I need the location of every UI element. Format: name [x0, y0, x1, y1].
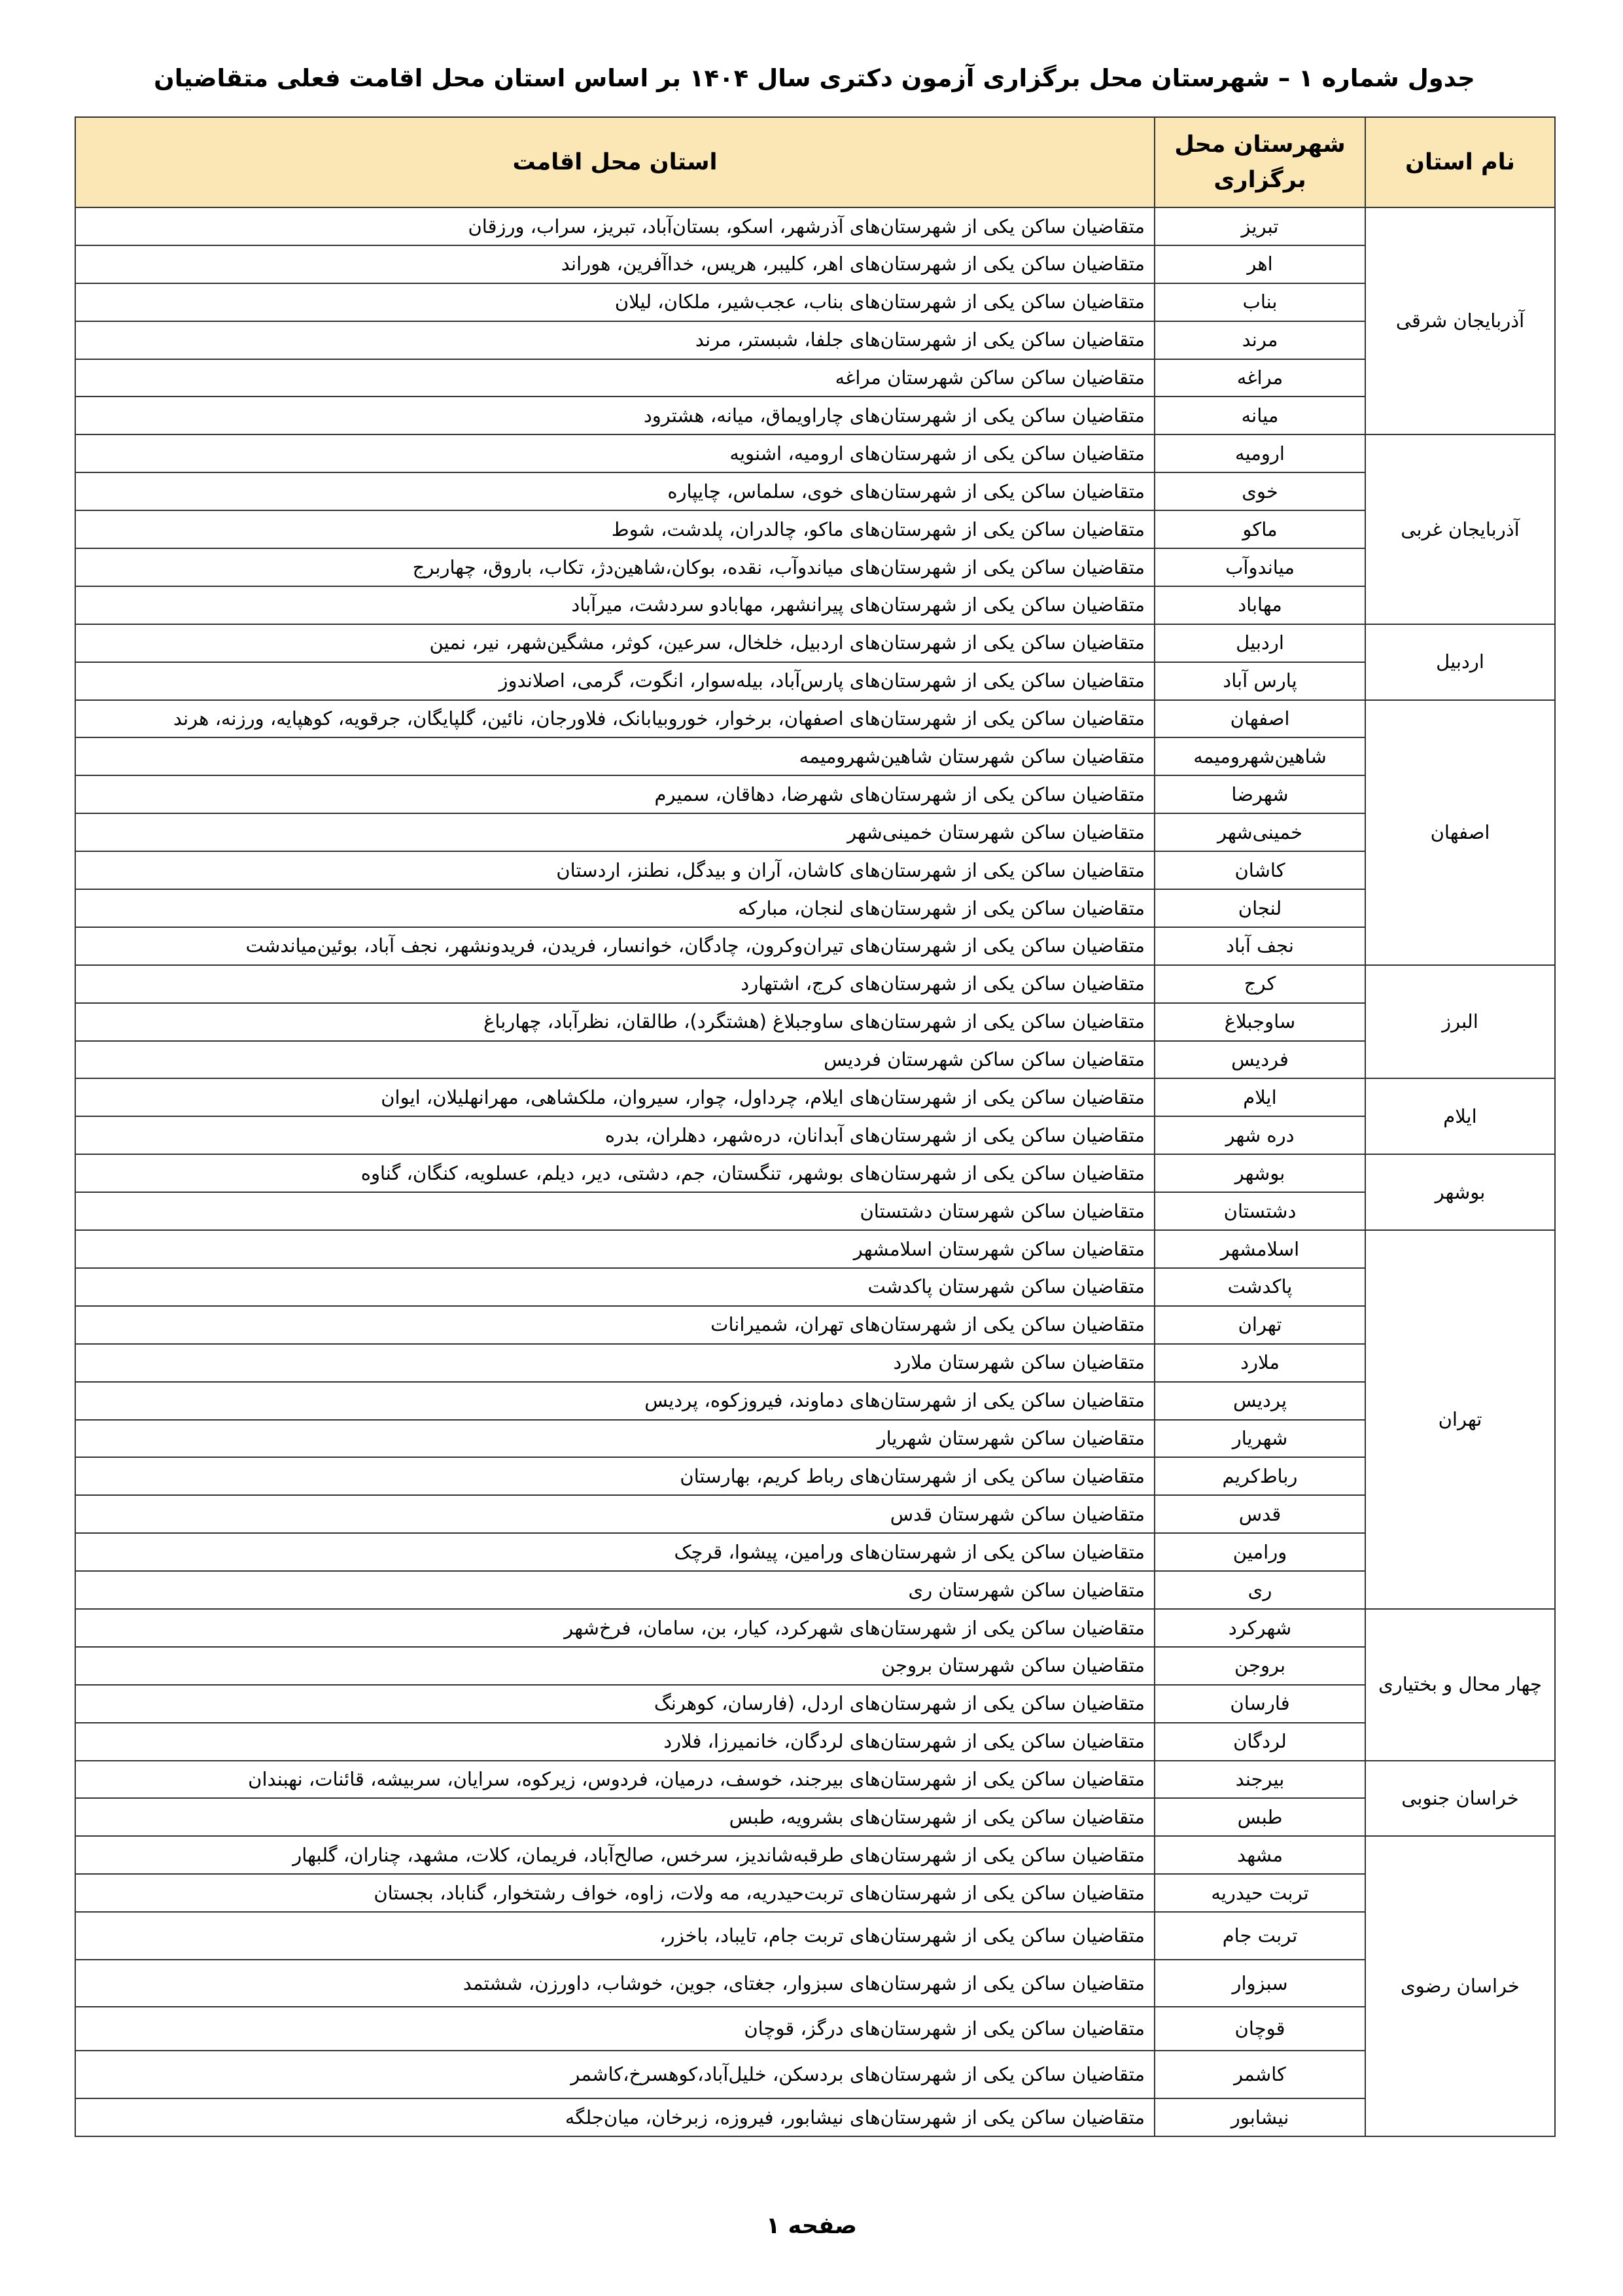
table-row [75, 1874, 1555, 1912]
residence-description: متقاضیان ساکن یکی از شهرستان‌های آذرشهر، اسکو، بستان‌آباد، تبریز، سراب، ورزقان [75, 207, 1155, 245]
residence-description: متقاضیان ساکن یکی از شهرستان‌های بیرجند، خوسف، درمیان، فردوس، زیرکوه، سرایان، سربیشه، قائنات، نهبندان [75, 1761, 1155, 1799]
exam-city: بناب [1155, 283, 1365, 321]
table-row [75, 1912, 1555, 1960]
exam-city: بیرجند [1155, 1761, 1365, 1799]
table-row [75, 472, 1555, 510]
table-row [75, 207, 1555, 245]
exam-city: قوچان [1155, 2007, 1365, 2051]
table-row [75, 965, 1555, 1003]
table-row [75, 737, 1555, 775]
table-row [75, 586, 1555, 624]
residence-description: متقاضیان ساکن یکی از شهرستان‌های جلفا، شبستر، مرند [75, 321, 1155, 359]
table-row [75, 1495, 1555, 1533]
exam-city: رباط‌کریم [1155, 1457, 1365, 1495]
table-row [75, 813, 1555, 851]
exam-city: شهریار [1155, 1420, 1365, 1458]
residence-description: متقاضیان ساکن یکی از شهرستان‌های نیشابور، فیروزه، زبرخان، میان‌جلگه [75, 2098, 1155, 2136]
residence-description: متقاضیان ساکن شهرستان ری [75, 1571, 1155, 1609]
table-row [75, 359, 1555, 397]
residence-description: متقاضیان ساکن شهرستان دشتستان [75, 1192, 1155, 1230]
table-row [75, 548, 1555, 586]
table-row [75, 1960, 1555, 2007]
exam-city: کرج [1155, 965, 1365, 1003]
residence-description: متقاضیان ساکن شهرستان اسلامشهر [75, 1230, 1155, 1268]
province-name: اصفهان [1365, 700, 1555, 965]
exam-city: دره شهر [1155, 1116, 1365, 1154]
exam-city: شهرکرد [1155, 1609, 1365, 1647]
table-row [75, 1192, 1555, 1230]
exam-city: نیشابور [1155, 2098, 1365, 2136]
page-number: صفحه ۱ [765, 2213, 858, 2239]
exam-city: ملارد [1155, 1344, 1365, 1382]
table-row [75, 1344, 1555, 1382]
exam-city: مهاباد [1155, 586, 1365, 624]
exam-city: لنجان [1155, 889, 1365, 927]
table-row [75, 1533, 1555, 1571]
residence-description: متقاضیان ساکن یکی از شهرستان‌های اردل، (فارسان، کوهرنگ [75, 1685, 1155, 1723]
exam-city: ساوجبلاغ [1155, 1003, 1365, 1041]
residence-description: متقاضیان ساکن شهرستان خمینی‌شهر [75, 813, 1155, 851]
exam-city: ماکو [1155, 510, 1365, 548]
residence-description: متقاضیان ساکن یکی از شهرستان‌های شهرضا، دهاقان، سمیرم [75, 775, 1155, 813]
residence-description: متقاضیان ساکن یکی از شهرستان‌های لردگان، خانمیرزا، فلارد [75, 1723, 1155, 1761]
exam-city: میاندوآب [1155, 548, 1365, 586]
residence-description: متقاضیان ساکن یکی از شهرستان‌های دماوند، فیروزکوه، پردیس [75, 1382, 1155, 1420]
province-name: بوشهر [1365, 1154, 1555, 1230]
table-row [75, 245, 1555, 283]
table-row [75, 889, 1555, 927]
table-row [75, 1382, 1555, 1420]
table-row [75, 1230, 1555, 1268]
province-name: اردبیل [1365, 624, 1555, 700]
exam-city: خوی [1155, 472, 1365, 510]
table-row [75, 1116, 1555, 1154]
table-row [75, 1154, 1555, 1192]
residence-description: متقاضیان ساکن یکی از شهرستان‌های کاشان، آران و بیدگل، نطنز، اردستان [75, 851, 1155, 889]
residence-description: متقاضیان ساکن شهرستان بروجن [75, 1647, 1155, 1685]
residence-description: متقاضیان ساکن ساکن شهرستان مراغه [75, 359, 1155, 397]
residence-description: متقاضیان ساکن یکی از شهرستان‌های تیران‌وکرون، چادگان، خوانسار، فریدن، فریدونشهر، نجف آباد، بوئین‌میاندشت [75, 927, 1155, 965]
table-row [75, 1078, 1555, 1116]
exam-city: طبس [1155, 1798, 1365, 1836]
exam-city: ری [1155, 1571, 1365, 1609]
residence-description: متقاضیان ساکن یکی از شهرستان‌های بشرویه، طبس [75, 1798, 1155, 1836]
table-row [75, 510, 1555, 548]
province-name: آذربایجان غربی [1365, 434, 1555, 624]
exam-city: دشتستان [1155, 1192, 1365, 1230]
residence-description: متقاضیان ساکن یکی از شهرستان‌های کرج، اشتهارد [75, 965, 1155, 1003]
residence-description: متقاضیان ساکن یکی از شهرستان‌های شهرکرد، کیار، بن، سامان، فرخ‌شهر [75, 1609, 1155, 1647]
residence-description: متقاضیان ساکن یکی از شهرستان‌های لنجان، مبارکه [75, 889, 1155, 927]
table-row [75, 1457, 1555, 1495]
residence-description: متقاضیان ساکن یکی از شهرستان‌های بوشهر، تنگستان، جم، دشتی، دیر، دیلم، عسلویه، کنگان، گناوه [75, 1154, 1155, 1192]
exam-city: مراغه [1155, 359, 1365, 397]
province-name: آذربایجان شرقی [1365, 207, 1555, 434]
residence-description: متقاضیان ساکن یکی از شهرستان‌های تربت‌حیدریه، مه ولات، زاوه، خواف رشتخوار، گناباد، بجستان [75, 1874, 1155, 1912]
exam-location-table [75, 116, 1556, 2137]
table-row [75, 1685, 1555, 1723]
table-row [75, 2098, 1555, 2136]
residence-description: متقاضیان ساکن یکی از شهرستان‌های پارس‌آباد، بیله‌سوار، انگوت، گرمی، اصلاندوز [75, 662, 1155, 700]
province-name: خراسان رضوی [1365, 1836, 1555, 2136]
residence-description: متقاضیان ساکن یکی از شهرستان‌های ارومیه، اشنویه [75, 434, 1155, 472]
exam-city: مشهد [1155, 1836, 1365, 1874]
exam-city: اردبیل [1155, 624, 1365, 662]
table-row [75, 851, 1555, 889]
exam-city: تربت حیدریه [1155, 1874, 1365, 1912]
residence-description: متقاضیان ساکن شهرستان قدس [75, 1495, 1155, 1533]
residence-description: متقاضیان ساکن یکی از شهرستان‌های اصفهان، برخوار، خوروبیابانک، فلاورجان، نائین، گلپایگان، جرقویه، کوهپایه، ورزنه، هرند [75, 700, 1155, 738]
residence-description: متقاضیان ساکن ساکن شهرستان فردیس [75, 1041, 1155, 1079]
document-title: جدول شماره ۱ – شهرستان محل برگزاری آزمون دکتری سال ۱۴۰۴ بر اساس استان محل اقامت فعلی متقاضیان [154, 64, 1475, 92]
table-row [75, 775, 1555, 813]
residence-description: متقاضیان ساکن یکی از شهرستان‌های چاراویماق، میانه، هشترود [75, 397, 1155, 434]
table-row [75, 397, 1555, 434]
exam-city: ورامین [1155, 1533, 1365, 1571]
exam-city: پردیس [1155, 1382, 1365, 1420]
table-body [75, 207, 1555, 2136]
table-row [75, 434, 1555, 472]
table-row [75, 2051, 1555, 2098]
table-row [75, 1798, 1555, 1836]
residence-description: متقاضیان ساکن یکی از شهرستان‌های میاندوآب، نقده، بوکان،شاهین‌دژ، تکاب، باروق، چهاربرج [75, 548, 1155, 586]
exam-city: سبزوار [1155, 1960, 1365, 2007]
exam-city: خمینی‌شهر [1155, 813, 1365, 851]
exam-city: اسلامشهر [1155, 1230, 1365, 1268]
residence-description: متقاضیان ساکن شهرستان پاکدشت [75, 1268, 1155, 1306]
header-city: شهرستان محل برگزاری [1155, 117, 1365, 207]
residence-description: متقاضیان ساکن یکی از شهرستان‌های اهر، کلیبر، هریس، خداآفرین، هوراند [75, 245, 1155, 283]
header-residence: استان محل اقامت [75, 117, 1155, 207]
table-row [75, 1836, 1555, 1874]
table-row [75, 283, 1555, 321]
exam-city: لردگان [1155, 1723, 1365, 1761]
province-name: چهار محال و بختیاری [1365, 1609, 1555, 1761]
table-row [75, 1761, 1555, 1799]
table-row [75, 1723, 1555, 1761]
exam-city: ارومیه [1155, 434, 1365, 472]
exam-city: فارسان [1155, 1685, 1365, 1723]
residence-description: متقاضیان ساکن یکی از شهرستان‌های تهران، شمیرانات [75, 1306, 1155, 1344]
exam-city: شهرضا [1155, 775, 1365, 813]
table-row [75, 321, 1555, 359]
table-header-row [75, 117, 1555, 207]
residence-description: متقاضیان ساکن یکی از شهرستان‌های ساوجبلاغ (هشتگرد)، طالقان، نظرآباد، چهارباغ [75, 1003, 1155, 1041]
residence-description: متقاضیان ساکن یکی از شهرستان‌های طرقبه‌شاندیز، سرخس، صالح‌آباد، فریمان، کلات، مشهد، چناران، گلبهار [75, 1836, 1155, 1874]
residence-description: متقاضیان ساکن یکی از شهرستان‌های خوی، سلماس، چایپاره [75, 472, 1155, 510]
exam-city: بوشهر [1155, 1154, 1365, 1192]
exam-city: پارس آباد [1155, 662, 1365, 700]
table-row [75, 1268, 1555, 1306]
exam-city: کاشان [1155, 851, 1365, 889]
exam-city: کاشمر [1155, 2051, 1365, 2098]
table-row [75, 2007, 1555, 2051]
table-row [75, 1041, 1555, 1079]
exam-city: پاکدشت [1155, 1268, 1365, 1306]
table-row [75, 624, 1555, 662]
exam-city: بروجن [1155, 1647, 1365, 1685]
table-row [75, 1609, 1555, 1647]
residence-description: متقاضیان ساکن شهرستان ملارد [75, 1344, 1155, 1382]
table-row [75, 700, 1555, 738]
residence-description: متقاضیان ساکن یکی از شهرستان‌های پیرانشهر، مهابادو سردشت، میرآباد [75, 586, 1155, 624]
residence-description: متقاضیان ساکن یکی از شهرستان‌های تربت جام، تایباد، باخزر، [75, 1912, 1155, 1960]
table-row [75, 1647, 1555, 1685]
table-row [75, 1003, 1555, 1041]
header-province: نام استان [1365, 117, 1555, 207]
exam-city: فردیس [1155, 1041, 1365, 1079]
table-row [75, 662, 1555, 700]
residence-description: متقاضیان ساکن یکی از شهرستان‌های ورامین، پیشوا، قرچک [75, 1533, 1155, 1571]
residence-description: متقاضیان ساکن یکی از شهرستان‌های آبدانان، دره‌شهر، دهلران، بدره [75, 1116, 1155, 1154]
residence-description: متقاضیان ساکن یکی از شهرستان‌های درگز، قوچان [75, 2007, 1155, 2051]
exam-city: اهر [1155, 245, 1365, 283]
table-row [75, 1571, 1555, 1609]
table-row [75, 1420, 1555, 1458]
exam-city: ایلام [1155, 1078, 1365, 1116]
exam-city: اصفهان [1155, 700, 1365, 738]
table-row [75, 1306, 1555, 1344]
exam-city: شاهین‌شهرومیمه [1155, 737, 1365, 775]
exam-city: تبریز [1155, 207, 1365, 245]
residence-description: متقاضیان ساکن یکی از شهرستان‌های بردسکن، خلیل‌آباد،کوهسرخ،کاشمر [75, 2051, 1155, 2098]
residence-description: متقاضیان ساکن یکی از شهرستان‌های ایلام، چرداول، چوار، سیروان، ملکشاهی، مهرانهلیلان، ایوان [75, 1078, 1155, 1116]
exam-city: مرند [1155, 321, 1365, 359]
residence-description: متقاضیان ساکن شهرستان شاهین‌شهرومیمه [75, 737, 1155, 775]
province-name: تهران [1365, 1230, 1555, 1609]
province-name: ایلام [1365, 1078, 1555, 1154]
exam-city: تربت جام [1155, 1912, 1365, 1960]
residence-description: متقاضیان ساکن یکی از شهرستان‌های رباط کریم، بهارستان [75, 1457, 1155, 1495]
table-row [75, 927, 1555, 965]
residence-description: متقاضیان ساکن یکی از شهرستان‌های سبزوار، جغتای، جوین، خوشاب، داورزن، ششتمد [75, 1960, 1155, 2007]
province-name: البرز [1365, 965, 1555, 1079]
residence-description: متقاضیان ساکن یکی از شهرستان‌های اردبیل، خلخال، سرعین، کوثر، مشگین‌شهر، نیر، نمین [75, 624, 1155, 662]
residence-description: متقاضیان ساکن یکی از شهرستان‌های ماکو، چالدران، پلدشت، شوط [75, 510, 1155, 548]
exam-city: قدس [1155, 1495, 1365, 1533]
residence-description: متقاضیان ساکن شهرستان شهریار [75, 1420, 1155, 1458]
exam-city: تهران [1155, 1306, 1365, 1344]
exam-city: نجف آباد [1155, 927, 1365, 965]
residence-description: متقاضیان ساکن یکی از شهرستان‌های بناب، عجب‌شیر، ملکان، لیلان [75, 283, 1155, 321]
province-name: خراسان جنوبی [1365, 1761, 1555, 1837]
exam-city: میانه [1155, 397, 1365, 434]
